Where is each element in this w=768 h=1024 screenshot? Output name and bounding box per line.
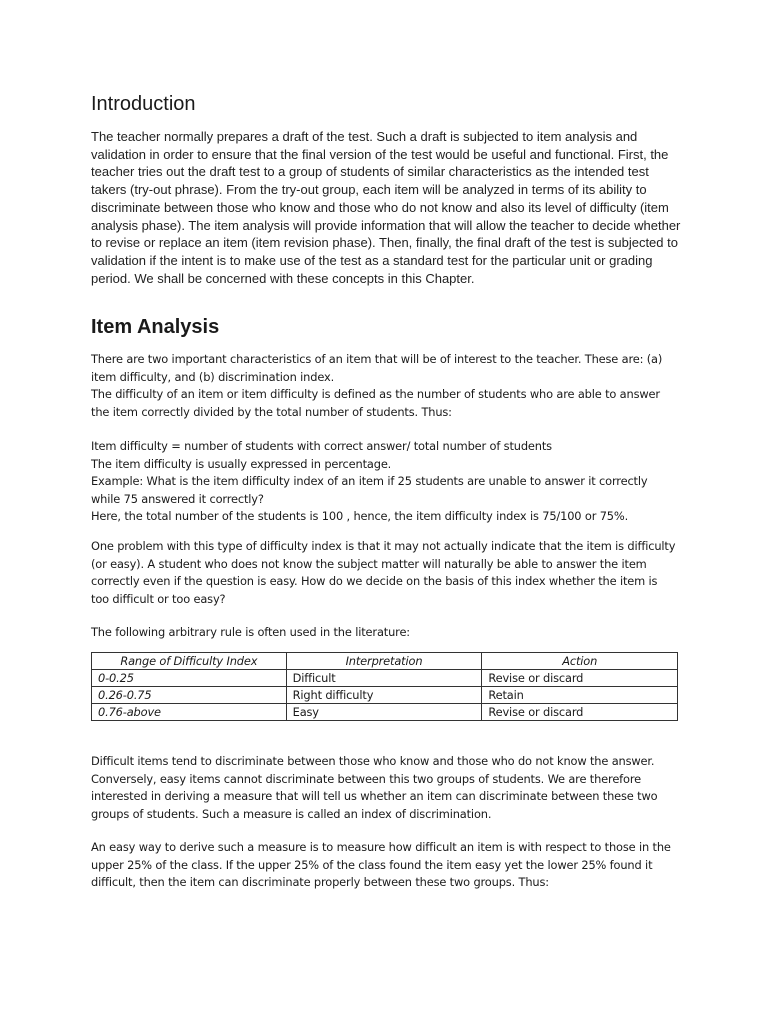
difficulty-index-problem-paragraph: [91, 538, 681, 608]
text-line: Here, the total number of the students is 100 , hence, the item difficulty index is 75/100 or 75%.: [91, 509, 629, 523]
table-cell: Revise or discard: [482, 670, 678, 687]
text-line: Item difficulty = number of students with correct answer/ total number of students: [91, 439, 552, 453]
derive-measure-paragraph: [91, 839, 681, 892]
arbitrary-rule-paragraph: [91, 624, 681, 642]
difficulty-index-table: [91, 652, 678, 721]
discrimination-paragraph: [91, 753, 681, 823]
text-line: the item correctly divided by the total number of students. Thus:: [91, 404, 452, 419]
introduction-heading: Introduction: [91, 93, 196, 115]
text-line: correctly even if the question is easy. How do we decide on the basis of this index whether the item is: [91, 574, 658, 588]
text-line: interested in deriving a measure that will tell us whether an item can discriminate between these two: [91, 789, 658, 803]
text-line: item difficulty, and (b) discrimination index.: [91, 369, 335, 384]
text-line: Conversely, easy items cannot discriminate between this two groups of students. We are therefore: [91, 771, 641, 786]
table-cell: 0.26-0.75: [92, 687, 287, 704]
text-line: too difficult or too easy?: [91, 591, 226, 606]
table-cell: Difficult: [286, 670, 482, 687]
introduction-paragraph: The teacher normally prepares a draft of the test. Such a draft is subjected to item analysis and validation in order to ensure that the final version of the test would be useful and functional. First, the teacher tries out the draft test to a group of students of similar characteristics as the intended test takers (try-out phrase). From the try-out group, each item will be analyzed in terms of its ability to discriminate between those who know and those who do not know and also its level of difficulty (item analysis phase). The item analysis will provide information that will allow the teacher to decide whether to revise or replace an item (item revision phase). Then, finally, the final draft of the test is subjected to validation if the intent is to make use of the test as a standard test for the particular unit or grading period. We shall be concerned with these concepts in this Chapter.: [91, 129, 681, 286]
column-header-range: Range of Difficulty Index: [92, 653, 287, 670]
item-characteristics-paragraph: [91, 351, 681, 421]
table-row: [92, 670, 678, 687]
table-cell: Retain: [482, 687, 678, 704]
table-cell: Revise or discard: [482, 704, 678, 721]
text-line: The item difficulty is usually expressed in percentage.: [91, 456, 392, 471]
text-line: There are two important characteristics of an item that will be of interest to the teacher. These are: (a): [91, 352, 663, 366]
table-header-row: [92, 653, 678, 670]
item-analysis-heading: Item Analysis: [91, 316, 220, 338]
text-line: Difficult items tend to discriminate between those who know and those who do not know the answer.: [91, 754, 655, 768]
item-difficulty-example-paragraph: [91, 438, 681, 526]
table-cell: 0-0.25: [92, 670, 287, 687]
table-row: [92, 687, 678, 704]
text-line: while 75 answered it correctly?: [91, 491, 264, 506]
text-line: difficult, then the item can discriminate properly between these two groups. Thus:: [91, 875, 549, 889]
column-header-interpretation: Interpretation: [286, 653, 482, 670]
table-cell: Easy: [286, 704, 482, 721]
text-line: The difficulty of an item or item difficulty is defined as the number of students who are able to answer: [91, 387, 660, 401]
table-cell: 0.76-above: [92, 704, 287, 721]
text-line: (or easy). A student who does not know the subject matter will naturally be able to answer the item: [91, 556, 647, 571]
column-header-action: Action: [482, 653, 678, 670]
table-row: [92, 704, 678, 721]
text-line: upper 25% of the class. If the upper 25% of the class found the item easy yet the lower 25% found it: [91, 857, 653, 872]
text-line: groups of students. Such a measure is called an index of discrimination.: [91, 806, 492, 821]
text-line: An easy way to derive such a measure is to measure how difficult an item is with respect to those in the: [91, 840, 671, 854]
text-line: Example: What is the item difficulty index of an item if 25 students are unable to answer it correctly: [91, 474, 648, 488]
text-line: The following arbitrary rule is often used in the literature:: [91, 625, 410, 639]
text-line: One problem with this type of difficulty index is that it may not actually indicate that the item is difficulty: [91, 539, 676, 553]
table-cell: Right difficulty: [286, 687, 482, 704]
